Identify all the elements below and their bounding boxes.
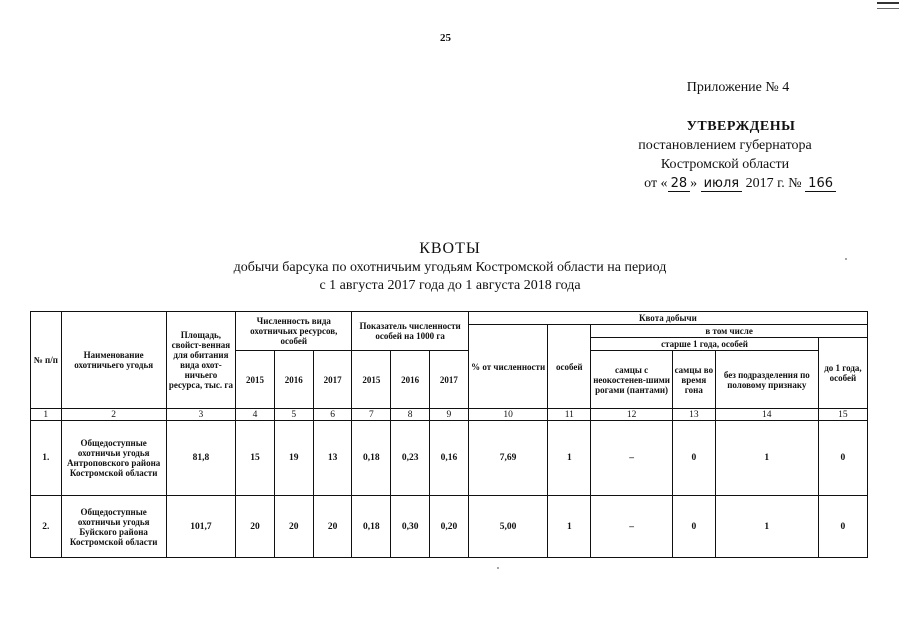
approval-block [600, 78, 850, 193]
header-year: 2016 [391, 351, 430, 409]
page-number: 25 [440, 32, 451, 44]
row-num: 2. [31, 496, 62, 558]
approval-line: постановлением губернатора [638, 138, 812, 153]
approval-date [600, 174, 850, 193]
column-number: 15 [818, 409, 867, 421]
column-number: 7 [352, 409, 391, 421]
header-area: Площадь, свойст-венная для обитания вида охот-ничьего ресурса, тыс. га [166, 312, 235, 409]
row-no-sex: 1 [715, 496, 818, 558]
row-individuals: 1 [548, 421, 591, 496]
header-year: 2015 [236, 351, 275, 409]
row-pop-2015: 15 [236, 421, 275, 496]
row-under1: 0 [818, 421, 867, 496]
scan-mark [877, 8, 899, 9]
row-percent: 5,00 [468, 496, 548, 558]
title-heading: КВОТЫ [419, 240, 481, 257]
column-number: 6 [313, 409, 352, 421]
row-no-sex: 1 [715, 421, 818, 496]
row-area: 81,8 [166, 421, 235, 496]
header-under1: до 1 года, особей [818, 338, 867, 409]
header-including: в том числе [591, 325, 868, 338]
column-number: 3 [166, 409, 235, 421]
row-pop-2017: 20 [313, 496, 352, 558]
header-males: самцы с неокостенев-шими рогами (пантами) [591, 351, 673, 409]
row-num: 1. [31, 421, 62, 496]
table-row [31, 496, 868, 558]
header-individuals: особей [548, 325, 591, 409]
header-no-sex: без подразделения по половому признаку [715, 351, 818, 409]
scan-mark [877, 2, 899, 4]
column-number: 9 [430, 409, 469, 421]
row-area: 101,7 [166, 496, 235, 558]
row-den-2016: 0,23 [391, 421, 430, 496]
column-number: 5 [274, 409, 313, 421]
row-den-2016: 0,30 [391, 496, 430, 558]
row-name: Общедоступные охотничьи угодья Антроповского района Костромской области [61, 421, 166, 496]
annex-label: Приложение № 4 [686, 80, 790, 95]
document-title [150, 240, 750, 295]
header-season: самцы во время гона [672, 351, 715, 409]
row-pop-2016: 20 [274, 496, 313, 558]
header-density: Показатель численности особей на 1000 га [352, 312, 468, 351]
row-season: 0 [672, 496, 715, 558]
column-number: 12 [591, 409, 673, 421]
header-older: старше 1 года, особей [591, 338, 819, 351]
column-number: 1 [31, 409, 62, 421]
header-year: 2017 [430, 351, 469, 409]
title-line: добычи барсука по охотничьим угодьям Костромской области на период [233, 260, 667, 275]
row-pop-2016: 19 [274, 421, 313, 496]
row-pop-2015: 20 [236, 496, 275, 558]
scan-speck [497, 567, 499, 569]
approved-label: УТВЕРЖДЕНЫ [686, 119, 796, 134]
column-number: 2 [61, 409, 166, 421]
title-line: с 1 августа 2017 года до 1 августа 2018 года [319, 278, 581, 293]
header-percent: % от численности [468, 325, 548, 409]
approval-line: Костромской области [660, 157, 790, 172]
row-percent: 7,69 [468, 421, 548, 496]
quota-table [30, 311, 868, 558]
row-males: – [591, 421, 673, 496]
header-quota: Квота добычи [468, 312, 867, 325]
table-row [31, 421, 868, 496]
column-number: 10 [468, 409, 548, 421]
row-individuals: 1 [548, 496, 591, 558]
row-den-2017: 0,16 [430, 421, 469, 496]
column-number: 8 [391, 409, 430, 421]
column-number: 14 [715, 409, 818, 421]
date-suffix: 2017 г. № [745, 176, 802, 191]
header-name: Наименование охотничьего угодья [61, 312, 166, 409]
date-day: 28 [668, 176, 691, 192]
decree-number: 166 [805, 176, 836, 192]
date-month: июля [701, 176, 743, 192]
row-pop-2017: 13 [313, 421, 352, 496]
row-under1: 0 [818, 496, 867, 558]
column-number: 11 [548, 409, 591, 421]
row-den-2017: 0,20 [430, 496, 469, 558]
date-mid: » [690, 176, 698, 191]
header-year: 2015 [352, 351, 391, 409]
header-year: 2017 [313, 351, 352, 409]
row-den-2015: 0,18 [352, 421, 391, 496]
header-year: 2016 [274, 351, 313, 409]
header-num: № п/п [31, 312, 62, 409]
row-name: Общедоступные охотничьи угодья Буйского района Костромской области [61, 496, 166, 558]
column-number-row [31, 409, 868, 421]
column-number: 13 [672, 409, 715, 421]
header-population: Численность вида охотничьих ресурсов, особей [236, 312, 352, 351]
date-prefix: от « [644, 176, 668, 191]
scan-speck [845, 258, 847, 260]
row-season: 0 [672, 421, 715, 496]
row-den-2015: 0,18 [352, 496, 391, 558]
row-males: – [591, 496, 673, 558]
column-number: 4 [236, 409, 275, 421]
